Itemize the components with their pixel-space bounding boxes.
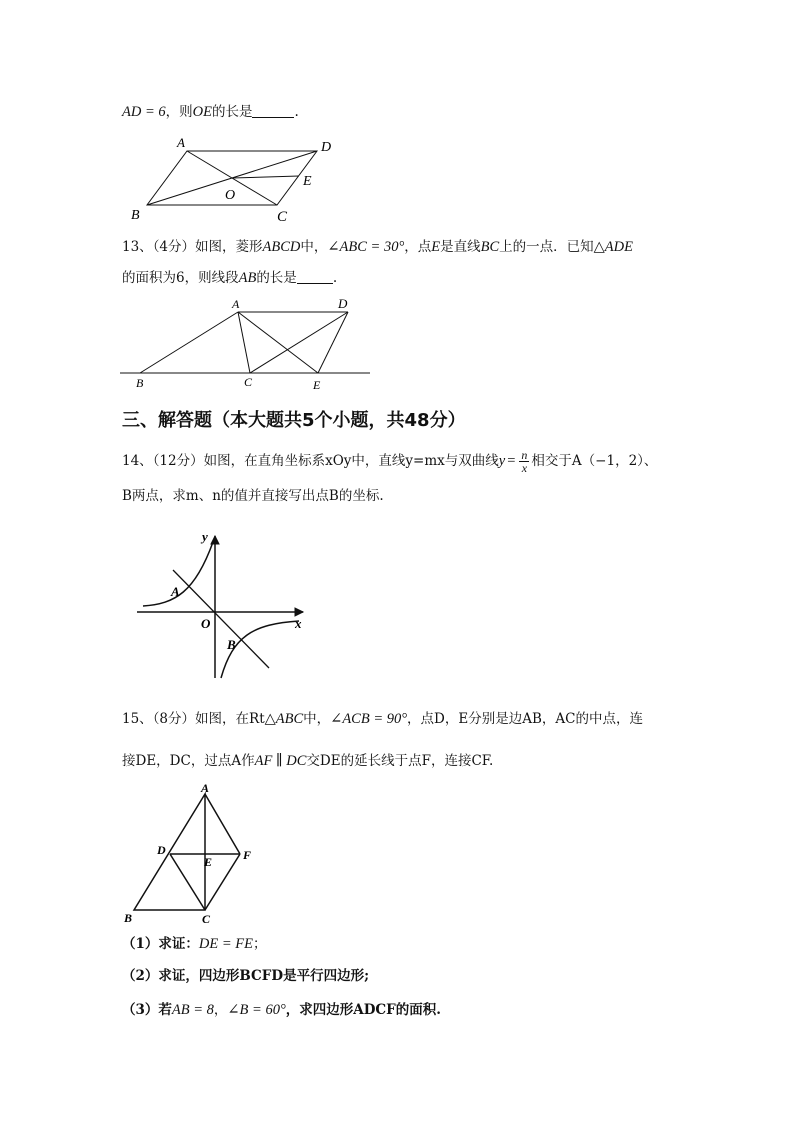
section-title: 三、解答题（本大题共5个小题，共48分） (122, 410, 466, 431)
q13-rhombus-figure (118, 298, 378, 393)
q14-label-a: A (171, 584, 180, 599)
q12-math-ad: AD = 6 (122, 104, 166, 120)
q15-part-1: （1）求证：DE = FE； (122, 936, 267, 952)
q14-coordinate-figure (135, 529, 315, 682)
q13-label-d: D (338, 296, 348, 311)
q12-label-d: D (321, 140, 332, 155)
q14-label-b: B (227, 637, 236, 652)
q15-label-f: F (243, 848, 252, 862)
q15-part-3: （3）若AB = 8，∠B = 60°，求四边形ADCF的面积. (122, 1002, 441, 1018)
q13-label-a: A (232, 297, 240, 311)
q15-label-c: C (202, 912, 211, 926)
q13-label-c: C (244, 375, 253, 389)
q15-part-2: （2）求证，四边形BCFD是平行四边形; (122, 968, 370, 984)
q12-label-e: E (303, 174, 312, 189)
q12-parallelogram-figure (125, 135, 345, 225)
q14-text-line-2: B两点，求m、n的值并直接写出点B的坐标. (122, 488, 384, 504)
q14-label-o: O (201, 616, 211, 631)
q14-label-y: y (202, 529, 208, 544)
q15-triangle-figure (120, 781, 260, 926)
q14-label-x: x (295, 616, 302, 631)
q15-label-b: B (124, 911, 133, 925)
q13-label-b: B (136, 376, 144, 390)
q15-label-d: D (157, 843, 166, 857)
q13-text-line-1: 13、（4分）如图，菱形ABCD中，∠ABC = 30°，点E是直线BC上的一点．已知△ADE (122, 239, 633, 255)
q12-math-oe: OE (192, 104, 212, 120)
q12-label-o: O (225, 188, 236, 203)
q12-label-b: B (131, 208, 140, 223)
q15-text-line-1: 15、（8分）如图，在Rt△ABC中，∠ACB = 90°，点D，E分别是边AB，AC的中点，连 (122, 711, 643, 727)
q14-fraction: $\frac{n}{x}$ (521, 448, 528, 475)
q15-text-line-2: 接DE，DC，过点A作AF ∥ DC交DE的延长线于点F，连接CF. (122, 753, 494, 769)
q13-text-line-2: 的面积为6，则线段AB的长是 . (122, 270, 338, 286)
q12-label-a: A (177, 135, 185, 150)
q12-text-line: AD = 6，则OE的长是 . (122, 104, 299, 120)
q12-answer-blank[interactable] (252, 103, 294, 118)
q13-label-e: E (313, 378, 321, 392)
q15-label-e: E (204, 855, 213, 869)
q13-answer-blank[interactable] (297, 269, 333, 284)
q15-label-a: A (201, 781, 210, 795)
q12-label-c: C (277, 209, 288, 225)
q14-text-line-1: 14、（12分）如图，在直角坐标系xOy中，直线y=mx与双曲线y = $\frac{n}{x}$ 相交于A（−1，2）、 (122, 448, 658, 475)
